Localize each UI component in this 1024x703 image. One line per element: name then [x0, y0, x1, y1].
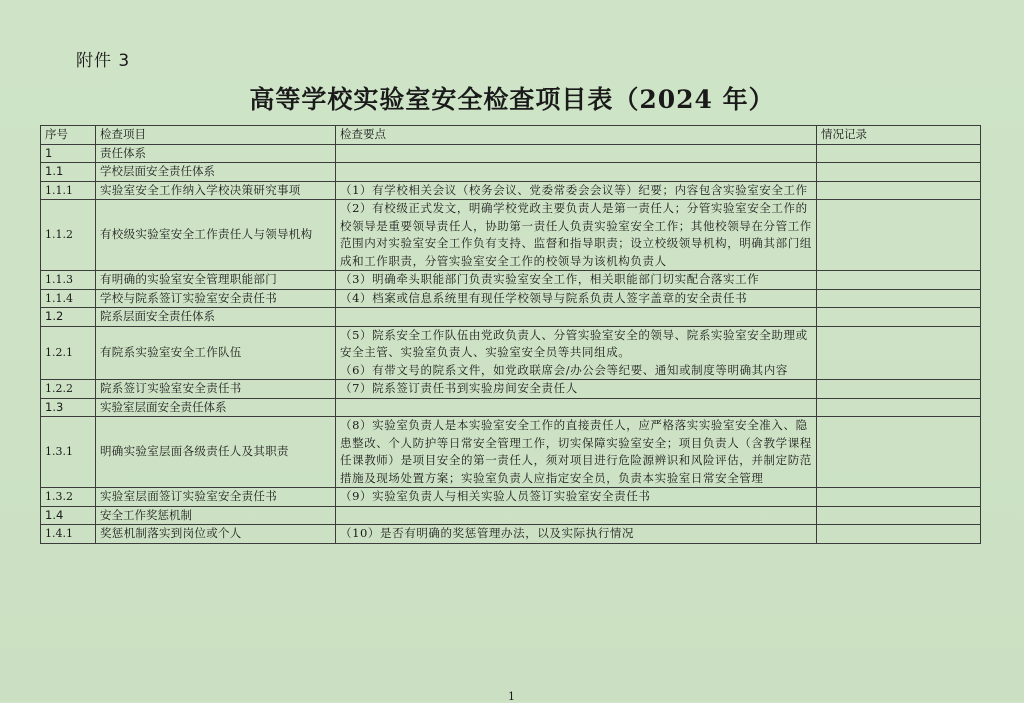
cell-no: 1.1.2	[41, 200, 96, 271]
cell-record	[817, 289, 981, 308]
header-item: 检查项目	[96, 126, 336, 145]
cell-record	[817, 181, 981, 200]
cell-record	[817, 417, 981, 488]
table-row	[41, 271, 981, 290]
document-title: 高等学校实验室安全检查项目表（2024 年）	[249, 85, 775, 114]
cell-no: 1.4.1	[41, 525, 96, 544]
cell-no: 1.1.3	[41, 271, 96, 290]
cell-item: 安全工作奖惩机制	[96, 506, 336, 525]
header-record: 情况记录	[817, 126, 981, 145]
attachment-label: 附件 3	[76, 51, 131, 71]
cell-record	[817, 163, 981, 182]
cell-points: （7）院系签订责任书到实验房间安全责任人	[336, 380, 817, 399]
cell-item: 有院系实验室安全工作队伍	[96, 326, 336, 380]
cell-no: 1.4	[41, 506, 96, 525]
cell-no: 1.2.1	[41, 326, 96, 380]
cell-points: （9）实验室负责人与相关实验人员签订实验室安全责任书	[336, 488, 817, 507]
cell-record	[817, 488, 981, 507]
cell-record	[817, 308, 981, 327]
section-row	[41, 144, 981, 163]
header-no: 序号	[41, 126, 96, 145]
cell-no: 1.1.1	[41, 181, 96, 200]
cell-points: （3）明确牵头职能部门负责实验室安全工作，相关职能部门切实配合落实工作	[336, 271, 817, 290]
cell-no: 1.2.2	[41, 380, 96, 399]
section-row	[41, 506, 981, 525]
cell-points: （4）档案或信息系统里有现任学校领导与院系负责人签字盖章的安全责任书	[336, 289, 817, 308]
cell-points: （2）有校级正式发文，明确学校党政主要负责人是第一责任人；分管实验室安全工作的校领导是重要领导责任人，协助第一责任人负责实验室安全工作；其他校领导在分管工作范围内对实验室安全工作负有支持、监督和指导职责；设立校级领导机构，明确其部门组成和工作职责，分管实验室安全工作的校领导为该机构负责人	[336, 200, 817, 271]
table-row	[41, 181, 981, 200]
cell-record	[817, 200, 981, 271]
table-body	[41, 144, 981, 543]
cell-points	[336, 398, 817, 417]
page-number: 1	[508, 690, 515, 703]
cell-no: 1	[41, 144, 96, 163]
cell-no: 1.1.4	[41, 289, 96, 308]
cell-no: 1.3	[41, 398, 96, 417]
cell-record	[817, 326, 981, 380]
cell-item: 院系签订实验室安全责任书	[96, 380, 336, 399]
cell-no: 1.3.2	[41, 488, 96, 507]
table-row	[41, 525, 981, 544]
cell-points: （8）实验室负责人是本实验室安全工作的直接责任人，应严格落实实验室安全准入、隐患整改、个人防护等日常安全管理工作，切实保障实验室安全；项目负责人（含教学课程任课教师）是项目安全的第一责任人，须对项目进行危险源辨识和风险评估，并制定防范措施及现场处置方案；实验室负责人应指定安全员，负责本实验室日常安全管理	[336, 417, 817, 488]
cell-points: （5）院系安全工作队伍由党政负责人、分管实验室安全的领导、院系实验室安全助理或安全主管、实验室负责人、实验室安全员等共同组成。 （6）有带文号的院系文件，如党政联席会/办公会等纪要、通知或制度等明确其内容	[336, 326, 817, 380]
section-row	[41, 163, 981, 182]
cell-points: （1）有学校相关会议（校务会议、党委常委会会议等）纪要；内容包含实验室安全工作	[336, 181, 817, 200]
cell-item: 实验室安全工作纳入学校决策研究事项	[96, 181, 336, 200]
table-row	[41, 380, 981, 399]
cell-record	[817, 144, 981, 163]
cell-item: 奖惩机制落实到岗位或个人	[96, 525, 336, 544]
table-row	[41, 326, 981, 380]
cell-item: 责任体系	[96, 144, 336, 163]
cell-points: （10）是否有明确的奖惩管理办法，以及实际执行情况	[336, 525, 817, 544]
cell-item: 学校与院系签订实验室安全责任书	[96, 289, 336, 308]
safety-checklist-table	[40, 125, 981, 544]
cell-record	[817, 506, 981, 525]
cell-record	[817, 398, 981, 417]
section-row	[41, 308, 981, 327]
cell-record	[817, 380, 981, 399]
table-row	[41, 289, 981, 308]
cell-points	[336, 144, 817, 163]
cell-no: 1.3.1	[41, 417, 96, 488]
cell-item: 明确实验室层面各级责任人及其职责	[96, 417, 336, 488]
table-row	[41, 200, 981, 271]
cell-points	[336, 163, 817, 182]
header-points: 检查要点	[336, 126, 817, 145]
cell-points	[336, 506, 817, 525]
cell-item: 院系层面安全责任体系	[96, 308, 336, 327]
cell-record	[817, 525, 981, 544]
cell-record	[817, 271, 981, 290]
cell-no: 1.2	[41, 308, 96, 327]
cell-item: 实验室层面安全责任体系	[96, 398, 336, 417]
cell-item: 有明确的实验室安全管理职能部门	[96, 271, 336, 290]
cell-item: 有校级实验室安全工作责任人与领导机构	[96, 200, 336, 271]
cell-points	[336, 308, 817, 327]
table-row	[41, 417, 981, 488]
table-row	[41, 488, 981, 507]
section-row	[41, 398, 981, 417]
cell-item: 实验室层面签订实验室安全责任书	[96, 488, 336, 507]
table-header-row	[41, 126, 981, 145]
cell-no: 1.1	[41, 163, 96, 182]
cell-item: 学校层面安全责任体系	[96, 163, 336, 182]
